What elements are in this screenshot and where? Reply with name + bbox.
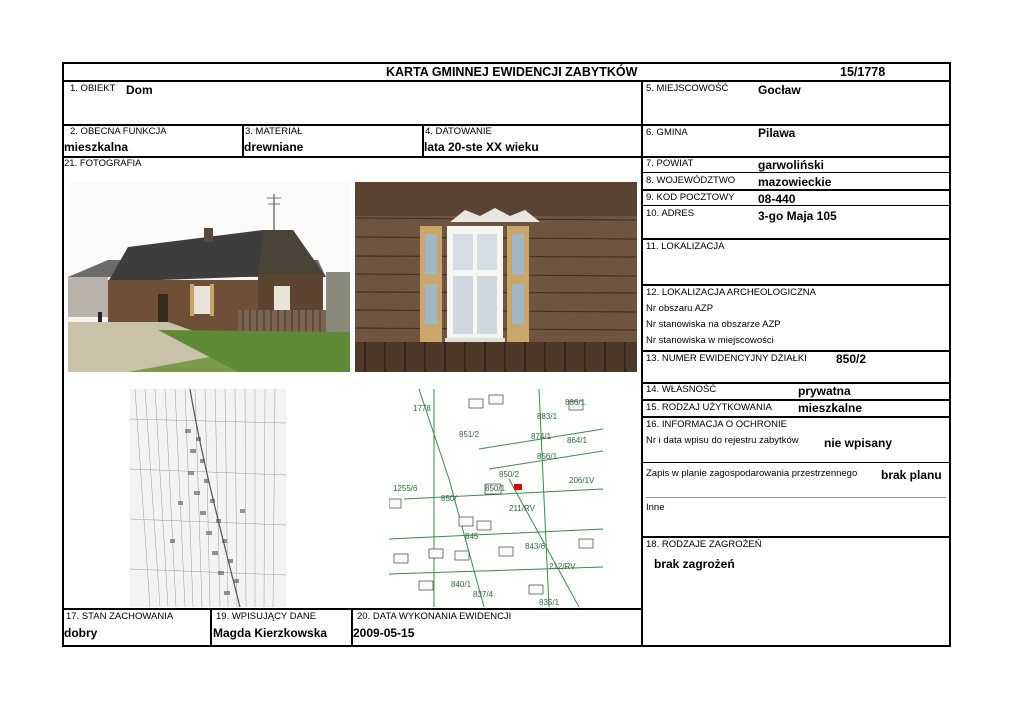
house-photo-exterior	[68, 182, 350, 372]
cadastral-plot-map	[389, 389, 603, 607]
map-label: 883/1	[537, 412, 558, 421]
zagrozenia-value: brak zagrożeń	[654, 557, 735, 571]
archeo-line-stanowisko-miejsc: Nr stanowiska w miejscowości	[646, 335, 774, 346]
wpisujacy-value: Magda Kierzkowska	[213, 626, 328, 640]
ochrona-plan-label: Zapis w planie zagospodarowania przestrzennego	[646, 468, 858, 479]
datowanie-value: lata 20-ste XX wieku	[424, 140, 539, 154]
map-label: 845	[465, 532, 479, 541]
stan-value: dobry	[64, 626, 98, 640]
map-label: 850/	[441, 494, 457, 503]
powiat-label: 7. POWIAT	[646, 158, 694, 169]
map-label: 840/1	[451, 580, 472, 589]
stan-label: 17. STAN ZACHOWANIA	[66, 611, 174, 622]
miejscowosc-value: Gocław	[758, 83, 801, 97]
dzialka-value: 850/2	[836, 352, 867, 366]
funkcja-label: 2. OBECNA FUNKCJA	[70, 126, 167, 137]
gmina-label: 6. GMINA	[646, 127, 688, 138]
ochrona-inne-label: Inne	[646, 502, 665, 513]
card-title: KARTA GMINNEJ EWIDENCJI ZABYTKÓW	[386, 65, 638, 79]
zagrozenia-label: 18. RODZAJE ZAGROŻEŃ	[646, 539, 762, 550]
map-label: 212/RV	[549, 562, 576, 571]
archeo-line-stanowisko-azp: Nr stanowiska na obszarze AZP	[646, 319, 781, 330]
map-label: 837/4	[473, 590, 494, 599]
data-label: 20. DATA WYKONANIA EWIDENCJI	[357, 611, 512, 622]
kod-label: 9. KOD POCZTOWY	[646, 192, 735, 203]
wojewodztwo-label: 8. WOJEWÓDZTWO	[646, 175, 736, 186]
ochrona-rejestr-value: nie wpisany	[824, 436, 893, 450]
adres-value: 3-go Maja 105	[758, 209, 837, 223]
map-label: 206/1V	[569, 476, 595, 485]
wlasnosc-label: 14. WŁASNOŚĆ	[646, 384, 717, 395]
material-value: drewniane	[244, 140, 304, 154]
map-label: 843/6	[525, 542, 546, 551]
uzytkowanie-label: 15. RODZAJ UŻYTKOWANIA	[646, 402, 772, 413]
map-label: 850/2	[499, 470, 520, 479]
map-label: 851/2	[459, 430, 480, 439]
map-label: 835/1	[539, 598, 560, 607]
gmina-value: Pilawa	[758, 126, 796, 140]
miejscowosc-label: 5. MIEJSCOWOŚĆ	[646, 83, 729, 94]
map-label: 211/RV	[509, 504, 535, 513]
wojewodztwo-value: mazowieckie	[758, 175, 832, 189]
adres-label: 10. ADRES	[646, 208, 695, 219]
heritage-record-card	[62, 62, 951, 647]
obiekt-value: Dom	[126, 83, 153, 97]
ochrona-rejestr-label: Nr i data wpisu do rejestru zabytków	[646, 435, 799, 446]
map-label: 874/1	[531, 432, 552, 441]
data-value: 2009-05-15	[353, 626, 415, 640]
archeo-label: 12. LOKALIZACJA ARCHEOLOGICZNA	[646, 287, 816, 298]
wpisujacy-label: 19. WPISUJĄCY DANE	[216, 611, 317, 622]
ochrona-plan-value: brak planu	[881, 468, 942, 482]
obiekt-label: 1. OBIEKT	[70, 83, 116, 94]
material-label: 3. MATERIAŁ	[245, 126, 303, 137]
lokalizacja-label: 11. LOKALIZACJA	[646, 241, 725, 252]
card-number: 15/1778	[840, 65, 886, 79]
map-label: 1255/6	[393, 484, 418, 493]
map-label: 850/1	[485, 484, 506, 493]
map-label: 1778	[413, 404, 431, 413]
funkcja-value: mieszkalna	[64, 140, 129, 154]
uzytkowanie-value: mieszkalne	[798, 401, 863, 415]
datowanie-label: 4. DATOWANIE	[425, 126, 492, 137]
map-label: 864/1	[567, 436, 588, 445]
powiat-value: garwoliński	[758, 158, 825, 172]
ochrona-label: 16. INFORMACJA O OCHRONIE	[646, 419, 787, 430]
house-photo-window	[355, 182, 637, 372]
village-overview-map	[130, 389, 286, 607]
kod-value: 08-440	[758, 192, 796, 206]
map-label: 856/1	[537, 452, 558, 461]
wlasnosc-value: prywatna	[798, 384, 851, 398]
archeo-line-obszar: Nr obszaru AZP	[646, 303, 714, 314]
fotografia-label: 21. FOTOGRAFIA	[64, 158, 142, 169]
map-label: 886/1	[565, 398, 586, 407]
dzialka-label: 13. NUMER EWIDENCYJNY DZIAŁKI	[646, 353, 807, 364]
